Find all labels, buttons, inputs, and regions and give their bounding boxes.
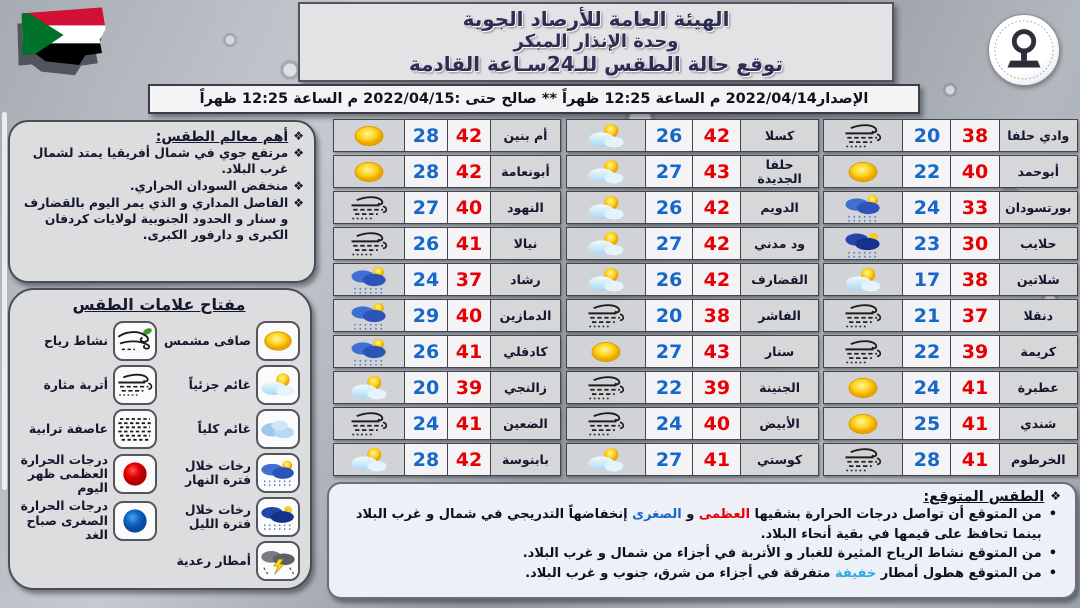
city-name: شندي (999, 408, 1077, 439)
bulletin-title: توقع حالة الطقس للـ24سـاعة القادمة (409, 52, 783, 76)
issue-date-bar (148, 84, 920, 114)
min-temp-value: 20 (902, 120, 950, 151)
city-name: الأبيض (740, 408, 818, 439)
partly-cloudy-icon (567, 228, 645, 259)
min-temp-value: 27 (645, 444, 693, 475)
legend-heading: مفتاح علامات الطقس (72, 295, 246, 314)
dust-icon (824, 444, 902, 475)
max-temp-value: 43 (692, 336, 740, 367)
partly-cloudy-icon (567, 264, 645, 295)
expected-text: من المتوقع هطول أمطار خفيفة متفرقة في أجزاء من شرق، جنوب و غرب البلاد. (525, 565, 1042, 581)
city-row (566, 155, 819, 188)
cloudy-icon (256, 409, 300, 449)
wind-leaf-icon (113, 321, 157, 361)
city-row (333, 155, 561, 188)
feature-text: مرتفع جوي في شمال أفريقيا يمتد لشمال غرب البلاد. (32, 146, 289, 176)
legend-label: غائم كلياً (197, 421, 251, 436)
expected-text: من المتوقع نشاط الرياح المثيرة للغبار و الأتربة في أجزاء من شمال و غرب البلاد. (522, 546, 1042, 561)
legend-item (161, 497, 300, 537)
city-name: الدمازين (490, 300, 560, 331)
city-name: سنار (740, 336, 818, 367)
min-temp-value: 25 (902, 408, 950, 439)
city-row (333, 407, 561, 440)
min-temp-icon (113, 501, 157, 541)
city-name: ود مدني (740, 228, 818, 259)
org-name: الهيئة العامة للأرصاد الجوية (462, 7, 730, 31)
legend-item (161, 453, 300, 493)
legend-label: درجات الحرارة الصغرى صباح الغد (20, 499, 108, 542)
feature-text: منخفض السودان الحراري. (129, 178, 289, 193)
city-name: الجنينة (740, 372, 818, 403)
min-temp-value: 28 (404, 120, 447, 151)
expected-item (339, 544, 1061, 564)
day-showers-icon (334, 300, 404, 331)
max-temp-value: 41 (692, 444, 740, 475)
max-temp-value: 41 (447, 336, 490, 367)
max-temp-value: 41 (447, 408, 490, 439)
city-row (566, 443, 819, 476)
city-row (566, 407, 819, 440)
dust-icon (334, 228, 404, 259)
city-name: نيالا (490, 228, 560, 259)
dot-bullet-icon: • (1048, 546, 1057, 561)
max-temp-value: 40 (447, 300, 490, 331)
city-row (566, 263, 819, 296)
partly-cloudy-icon (567, 156, 645, 187)
diamond-bullet-icon: ❖ (1050, 489, 1061, 503)
dust-icon (824, 120, 902, 151)
legend-label: غائم جزئياً (188, 377, 251, 392)
expected-item (339, 505, 1061, 544)
city-name: أم بنين (490, 120, 560, 151)
sudan-flag-map (12, 4, 108, 78)
night-showers-icon (824, 228, 902, 259)
day-showers-icon (334, 336, 404, 367)
legend-item (18, 453, 157, 495)
legend-column-right (161, 317, 300, 581)
min-temp-value: 27 (645, 228, 693, 259)
max-temp-value: 42 (692, 192, 740, 223)
features-panel (8, 120, 316, 283)
city-row (566, 227, 819, 260)
city-name: كادقلي (490, 336, 560, 367)
legend-item (18, 321, 157, 361)
dust-icon (567, 408, 645, 439)
city-row (333, 443, 561, 476)
city-row (823, 263, 1078, 296)
min-temp-value: 26 (404, 228, 447, 259)
city-row (333, 119, 561, 152)
legend-grid (18, 317, 300, 581)
min-temp-value: 24 (902, 372, 950, 403)
legend-item (18, 365, 157, 405)
min-temp-value: 21 (902, 300, 950, 331)
dust-icon (567, 300, 645, 331)
feature-item (18, 146, 304, 178)
sunny-icon (824, 372, 902, 403)
day-showers-icon (334, 264, 404, 295)
min-temp-value: 26 (645, 120, 693, 151)
legend-label: صافى مشمس (163, 333, 251, 348)
max-temp-value: 38 (950, 120, 998, 151)
min-temp-value: 26 (645, 264, 693, 295)
city-row (566, 299, 819, 332)
sunny-icon (334, 120, 404, 151)
min-temp-value: 28 (902, 444, 950, 475)
diamond-bullet-icon: ❖ (293, 146, 304, 160)
legend-label: رخات خلال فترة الليل (184, 502, 251, 531)
dot-bullet-icon: • (1048, 565, 1057, 581)
city-row (823, 155, 1078, 188)
max-temp-value: 39 (692, 372, 740, 403)
feature-item (18, 196, 304, 244)
city-name: القضارف (740, 264, 818, 295)
partly-cloudy-icon (334, 372, 404, 403)
min-temp-value: 27 (645, 336, 693, 367)
features-list (18, 146, 304, 244)
max-temp-value: 37 (447, 264, 490, 295)
meteorology-authority-logo (988, 14, 1060, 86)
city-name: رشاد (490, 264, 560, 295)
min-temp-value: 27 (645, 156, 693, 187)
city-row (333, 335, 561, 368)
legend-label: رخات خلال فترة النهار (184, 458, 251, 487)
diamond-bullet-icon: ❖ (293, 178, 304, 193)
min-temp-value: 29 (404, 300, 447, 331)
max-temp-value: 39 (950, 336, 998, 367)
max-temp-value: 38 (950, 264, 998, 295)
max-temp-value: 40 (692, 408, 740, 439)
min-temp-value: 20 (404, 372, 447, 403)
min-temp-value: 28 (404, 156, 447, 187)
diamond-bullet-icon: ❖ (293, 195, 304, 210)
dust-icon (824, 336, 902, 367)
city-name: كوستي (740, 444, 818, 475)
feature-text: الفاصل المداري و الذي يمر اليوم بالقضارف و سنار و الحدود الجنوبية لولايات كردفان الكبرى و دارفور الكبرى. (23, 195, 289, 242)
expected-heading: ❖ الطقس المتوقع: (923, 489, 1061, 505)
expected-item (339, 564, 1061, 584)
city-column-2 (566, 119, 819, 479)
features-heading: ❖ أهم معالم الطقس: (155, 129, 304, 145)
city-row (823, 119, 1078, 152)
day-showers-icon (256, 453, 300, 493)
legend-item (161, 409, 300, 449)
day-showers-icon (824, 192, 902, 223)
expected-list (339, 505, 1061, 583)
min-temp-value: 24 (404, 264, 447, 295)
city-row (823, 407, 1078, 440)
city-row (823, 371, 1078, 404)
glass-edge-highlight (2, 112, 7, 490)
max-temp-value: 42 (692, 120, 740, 151)
min-temp-value: 22 (902, 156, 950, 187)
min-temp-value: 26 (404, 336, 447, 367)
min-temp-value: 22 (902, 336, 950, 367)
city-name: بابنوسة (490, 444, 560, 475)
max-temp-icon (113, 454, 157, 494)
city-row (823, 227, 1078, 260)
max-temp-value: 43 (692, 156, 740, 187)
city-row (823, 299, 1078, 332)
dust-icon (567, 372, 645, 403)
diamond-bullet-icon: ❖ (293, 129, 304, 143)
duststorm-icon (113, 409, 157, 449)
city-row (823, 191, 1078, 224)
sundial-emblem-icon (991, 17, 1057, 83)
city-row (333, 191, 561, 224)
legend-item (161, 541, 300, 581)
min-temp-value: 20 (645, 300, 693, 331)
max-temp-value: 41 (950, 408, 998, 439)
legend-label: أمطار رعدية (176, 553, 251, 568)
sunny-icon (824, 156, 902, 187)
sunny-icon (256, 321, 300, 361)
city-row (333, 263, 561, 296)
city-row (333, 227, 561, 260)
partly-cloudy-icon (567, 120, 645, 151)
min-temp-value: 24 (902, 192, 950, 223)
max-temp-value: 37 (950, 300, 998, 331)
min-temp-value: 24 (404, 408, 447, 439)
city-name: حلفا الجديدة (740, 156, 818, 187)
unit-name: وحدة الإنذار المبكر (513, 31, 679, 52)
min-temp-value: 24 (645, 408, 693, 439)
thunder-icon (256, 541, 300, 581)
city-row (566, 119, 819, 152)
dust-icon (334, 192, 404, 223)
max-temp-value: 40 (950, 156, 998, 187)
city-row (566, 371, 819, 404)
partly-cloudy-icon (567, 192, 645, 223)
min-temp-value: 22 (645, 372, 693, 403)
city-name: النهود (490, 192, 560, 223)
legend-item (161, 365, 300, 405)
city-row (823, 335, 1078, 368)
city-name: شلاتين (999, 264, 1077, 295)
city-name: وادي حلفا (999, 120, 1077, 151)
title-box (298, 2, 894, 82)
max-temp-value: 42 (692, 228, 740, 259)
min-temp-value: 17 (902, 264, 950, 295)
max-temp-value: 40 (447, 192, 490, 223)
city-row (566, 191, 819, 224)
min-temp-value: 28 (404, 444, 447, 475)
max-temp-value: 42 (447, 156, 490, 187)
city-name: عطبرة (999, 372, 1077, 403)
min-temp-value: 23 (902, 228, 950, 259)
legend-panel (8, 288, 312, 590)
night-showers-icon (256, 497, 300, 537)
max-temp-value: 39 (447, 372, 490, 403)
legend-item (18, 409, 157, 449)
max-temp-value: 42 (447, 444, 490, 475)
partly-cloudy-icon (824, 264, 902, 295)
expected-weather-panel (327, 482, 1077, 599)
issue-text: الإصدار2022/04/14 م الساعة 12:25 ظهراً ** صالح حتى :2022/04/15 م الساعة 12:25 ظهراً (199, 91, 869, 107)
legend-label: درجات الحرارة العظمى ظهر اليوم (20, 453, 108, 496)
city-name: الخرطوم (999, 444, 1077, 475)
dot-bullet-icon: • (1048, 507, 1057, 522)
max-temp-value: 33 (950, 192, 998, 223)
expected-text: من المتوقع أن تواصل درجات الحرارة بشقيها العظمى و الصغرى إنخفاضهاً التدريجي في شمال و غرب البلاد بينما تحافظ على قيمها في بقية أنحاء البلاد. (355, 507, 1042, 542)
sunny-icon (824, 408, 902, 439)
dust-icon (824, 300, 902, 331)
city-column-3 (823, 119, 1078, 479)
min-temp-value: 27 (404, 192, 447, 223)
feature-item (18, 179, 304, 195)
max-temp-value: 41 (950, 444, 998, 475)
city-row (566, 335, 819, 368)
max-temp-value: 38 (692, 300, 740, 331)
dust-icon (113, 365, 157, 405)
max-temp-value: 41 (950, 372, 998, 403)
legend-column-left (18, 317, 157, 581)
city-name: حلايب (999, 228, 1077, 259)
max-temp-value: 42 (692, 264, 740, 295)
city-name: الضعين (490, 408, 560, 439)
city-row (333, 371, 561, 404)
city-name: دنقلا (999, 300, 1077, 331)
city-name: الفاشر (740, 300, 818, 331)
max-temp-value: 30 (950, 228, 998, 259)
city-name: كريمة (999, 336, 1077, 367)
max-temp-value: 42 (447, 120, 490, 151)
partly-cloudy-icon (567, 444, 645, 475)
min-temp-value: 26 (645, 192, 693, 223)
dust-icon (334, 408, 404, 439)
city-name: أبوحمد (999, 156, 1077, 187)
legend-item (18, 499, 157, 541)
city-row (823, 443, 1078, 476)
city-column-1 (333, 119, 561, 479)
legend-item (161, 321, 300, 361)
city-name: أبونعامة (490, 156, 560, 187)
city-name: زالنجي (490, 372, 560, 403)
city-name: الدويم (740, 192, 818, 223)
city-name: بورتسودان (999, 192, 1077, 223)
sunny-icon (567, 336, 645, 367)
sunny-icon (334, 156, 404, 187)
legend-label: نشاط رياح (44, 333, 108, 348)
legend-label: أتربة مثارة (43, 377, 108, 392)
partly-cloudy-icon (334, 444, 404, 475)
city-name: كسلا (740, 120, 818, 151)
max-temp-value: 41 (447, 228, 490, 259)
legend-label: عاصفة ترابية (28, 421, 108, 436)
partly-cloudy-icon (256, 365, 300, 405)
city-row (333, 299, 561, 332)
